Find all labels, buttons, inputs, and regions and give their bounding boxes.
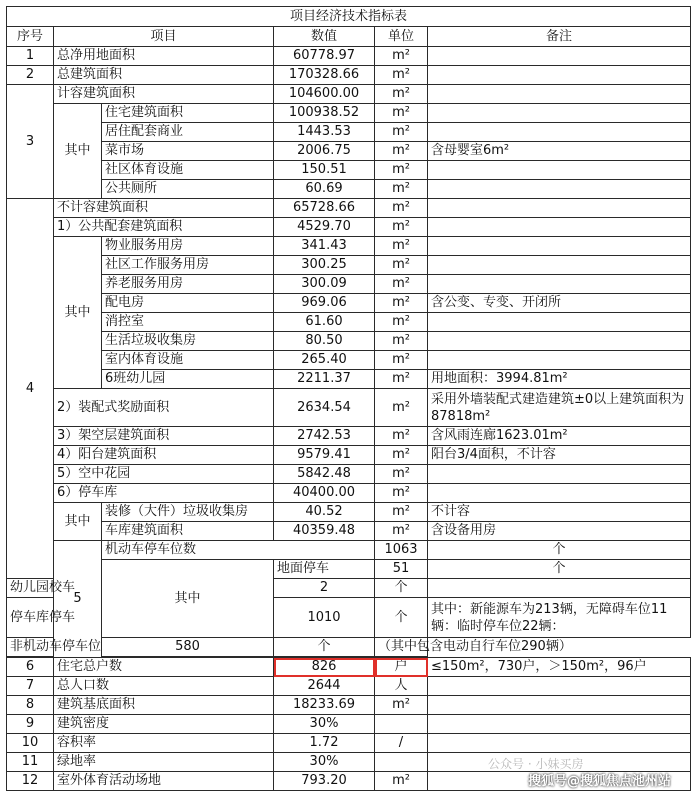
row-unit bbox=[375, 753, 428, 772]
table-row bbox=[7, 370, 691, 389]
row-note bbox=[428, 677, 691, 696]
sub-value: 265.40 bbox=[274, 351, 375, 370]
sub-value: 300.25 bbox=[274, 256, 375, 275]
highlighted-unit: 户 bbox=[375, 658, 428, 677]
sub-value: 300.09 bbox=[274, 275, 375, 294]
table-row bbox=[7, 275, 691, 294]
sub-note bbox=[428, 161, 691, 180]
table-row bbox=[7, 123, 691, 142]
sub-note: 其中：新能源车为213辆，无障碍车位11辆：临时停车位22辆： bbox=[428, 598, 691, 638]
row-item: 非机动车停车位 bbox=[7, 638, 102, 657]
row-unit: 个 bbox=[274, 638, 375, 657]
watermark-source: 搜狐号@搜狐焦点池州站 bbox=[528, 774, 672, 789]
row-unit: m² bbox=[375, 66, 428, 85]
sub-value: 1443.53 bbox=[274, 123, 375, 142]
row-item: 室外体育活动场地 bbox=[54, 772, 274, 791]
group-unit: m² bbox=[375, 484, 428, 503]
group-item: 4）阳台建筑面积 bbox=[54, 446, 274, 465]
sub-note bbox=[428, 313, 691, 332]
sub-note bbox=[428, 104, 691, 123]
group-unit: m² bbox=[375, 218, 428, 237]
sub-value: 40359.48 bbox=[274, 522, 375, 541]
sub-item: 停车库停车 bbox=[7, 598, 54, 638]
row-item: 绿地率 bbox=[54, 753, 274, 772]
table-row bbox=[7, 734, 691, 753]
row-unit: m² bbox=[375, 47, 428, 66]
sub-note: 含设备用房 bbox=[428, 522, 691, 541]
row-value: 793.20 bbox=[274, 772, 375, 791]
table-row bbox=[7, 104, 691, 123]
sub-item: 菜市场 bbox=[102, 142, 274, 161]
header-unit: 单位 bbox=[375, 27, 428, 47]
row-unit: m² bbox=[375, 199, 428, 218]
table-row bbox=[7, 142, 691, 161]
row-unit: 个 bbox=[428, 541, 691, 560]
table-row bbox=[7, 715, 691, 734]
group-note bbox=[428, 465, 691, 484]
row-item: 建筑密度 bbox=[54, 715, 274, 734]
sub-unit: m² bbox=[375, 142, 428, 161]
table-row bbox=[7, 503, 691, 522]
table-row bbox=[7, 66, 691, 85]
sub-item: 公共厕所 bbox=[102, 180, 274, 199]
row-note: ≤150m²，730户，＞150m²，96户 bbox=[428, 658, 691, 677]
sub-value: 80.50 bbox=[274, 332, 375, 351]
row-note bbox=[428, 199, 691, 218]
sub-unit: m² bbox=[375, 237, 428, 256]
table-row bbox=[7, 484, 691, 503]
sub-unit: m² bbox=[375, 370, 428, 389]
group-note: 含风雨连廊1623.01m² bbox=[428, 427, 691, 446]
row-value: 60778.97 bbox=[274, 47, 375, 66]
indicator-table-sheet bbox=[6, 6, 690, 791]
group-item: 1）公共配套建筑面积 bbox=[54, 218, 274, 237]
sub-value: 150.51 bbox=[274, 161, 375, 180]
sub-item: 物业服务用房 bbox=[102, 237, 274, 256]
group-item: 3）架空层建筑面积 bbox=[54, 427, 274, 446]
sub-note bbox=[428, 351, 691, 370]
sub-value: 61.60 bbox=[274, 313, 375, 332]
row-item: 总净用地面积 bbox=[54, 47, 274, 66]
group-item: 5）空中花园 bbox=[54, 465, 274, 484]
sub-item: 养老服务用房 bbox=[102, 275, 274, 294]
sub-note: 不计容 bbox=[428, 503, 691, 522]
sub-unit: m² bbox=[375, 180, 428, 199]
table-row bbox=[7, 753, 691, 772]
table-row bbox=[7, 332, 691, 351]
sub-item: 6班幼儿园 bbox=[102, 370, 274, 389]
row-item: 住宅总户数 bbox=[54, 658, 274, 677]
sub-item: 车库建筑面积 bbox=[102, 522, 274, 541]
table-row bbox=[7, 389, 691, 427]
row-value: 1063 bbox=[375, 541, 428, 560]
row-value: 2644 bbox=[274, 677, 375, 696]
row-note bbox=[428, 715, 691, 734]
header-note: 备注 bbox=[428, 27, 691, 47]
highlighted-value: 826 bbox=[274, 658, 375, 677]
indicator-table bbox=[6, 6, 691, 791]
row-unit: m² bbox=[375, 85, 428, 104]
sub-value: 1010 bbox=[274, 598, 375, 638]
sub-unit: m² bbox=[375, 503, 428, 522]
table-row bbox=[7, 180, 691, 199]
sub-group-label: 其中 bbox=[102, 560, 274, 638]
table-row bbox=[7, 541, 691, 560]
row-seq: 7 bbox=[7, 677, 54, 696]
group-note: 采用外墙装配式建造建筑±0以上建筑面积为87818m² bbox=[428, 389, 691, 427]
row-item: 不计容建筑面积 bbox=[54, 199, 274, 218]
table-row bbox=[7, 351, 691, 370]
sub-item: 社区体育设施 bbox=[102, 161, 274, 180]
group-note bbox=[428, 218, 691, 237]
row-seq: 9 bbox=[7, 715, 54, 734]
sub-unit: m² bbox=[375, 332, 428, 351]
row-seq: 11 bbox=[7, 753, 54, 772]
sub-item: 室内体育设施 bbox=[102, 351, 274, 370]
row-note bbox=[428, 66, 691, 85]
watermark-text: 公众号 · 小妹买房 bbox=[488, 757, 584, 771]
sub-value: 60.69 bbox=[274, 180, 375, 199]
row-unit: m² bbox=[375, 696, 428, 715]
sub-note bbox=[428, 123, 691, 142]
row-note bbox=[428, 85, 691, 104]
sub-note bbox=[428, 579, 691, 598]
row-item: 总人口数 bbox=[54, 677, 274, 696]
row-value: 30% bbox=[274, 715, 375, 734]
row-unit bbox=[375, 715, 428, 734]
table-row bbox=[7, 522, 691, 541]
row-item: 建筑基底面积 bbox=[54, 696, 274, 715]
group-value: 9579.41 bbox=[274, 446, 375, 465]
group-unit: m² bbox=[375, 465, 428, 484]
sub-item: 配电房 bbox=[102, 294, 274, 313]
sub-note: 含母婴室6m² bbox=[428, 142, 691, 161]
header-value: 数值 bbox=[274, 27, 375, 47]
group-note: 阳台3/4面积，不计容 bbox=[428, 446, 691, 465]
sub-item: 地面停车 bbox=[274, 560, 375, 579]
sub-item: 社区工作服务用房 bbox=[102, 256, 274, 275]
row-seq: 12 bbox=[7, 772, 54, 791]
sub-item: 幼儿园校车 bbox=[7, 579, 54, 598]
row-note: （其中包含电动自行车位290辆） bbox=[375, 638, 428, 657]
sub-value: 2211.37 bbox=[274, 370, 375, 389]
row-value: 580 bbox=[102, 638, 274, 657]
sub-unit: m² bbox=[375, 351, 428, 370]
row-unit: 人 bbox=[375, 677, 428, 696]
row-unit: / bbox=[375, 734, 428, 753]
sub-note bbox=[428, 237, 691, 256]
sub-value: 100938.52 bbox=[274, 104, 375, 123]
row-value: 104600.00 bbox=[274, 85, 375, 104]
table-row bbox=[7, 294, 691, 313]
row-value: 30% bbox=[274, 753, 375, 772]
sub-value: 2 bbox=[274, 579, 375, 598]
sub-unit: m² bbox=[375, 313, 428, 332]
row-seq: 5 bbox=[54, 541, 102, 658]
row-value: 18233.69 bbox=[274, 696, 375, 715]
row-seq: 10 bbox=[7, 734, 54, 753]
table-row bbox=[7, 696, 691, 715]
group-value: 40400.00 bbox=[274, 484, 375, 503]
table-row bbox=[7, 446, 691, 465]
sub-group-label: 其中 bbox=[54, 237, 102, 389]
sub-unit: 个 bbox=[375, 598, 428, 638]
row-seq: 4 bbox=[7, 199, 54, 579]
sub-item: 装修（大件）垃圾收集房 bbox=[102, 503, 274, 522]
sub-value: 40.52 bbox=[274, 503, 375, 522]
group-item: 6）停车库 bbox=[54, 484, 274, 503]
table-row bbox=[7, 677, 691, 696]
group-unit: m² bbox=[375, 446, 428, 465]
row-seq: 8 bbox=[7, 696, 54, 715]
table-row bbox=[7, 638, 691, 657]
row-note bbox=[428, 734, 691, 753]
sub-item: 消控室 bbox=[102, 313, 274, 332]
sub-item: 住宅建筑面积 bbox=[102, 104, 274, 123]
table-row bbox=[7, 427, 691, 446]
group-value: 2742.53 bbox=[274, 427, 375, 446]
row-note bbox=[428, 696, 691, 715]
group-note bbox=[428, 484, 691, 503]
sub-unit: m² bbox=[375, 161, 428, 180]
row-value: 1.72 bbox=[274, 734, 375, 753]
sub-note bbox=[428, 180, 691, 199]
header-item: 项目 bbox=[54, 27, 274, 47]
sub-note bbox=[428, 256, 691, 275]
sub-unit: m² bbox=[375, 522, 428, 541]
table-row bbox=[7, 237, 691, 256]
table-row bbox=[7, 658, 691, 677]
row-value: 65728.66 bbox=[274, 199, 375, 218]
row-seq: 2 bbox=[7, 66, 54, 85]
header-seq: 序号 bbox=[7, 27, 54, 47]
sub-unit: m² bbox=[375, 256, 428, 275]
table-row bbox=[7, 218, 691, 237]
sub-item: 居住配套商业 bbox=[102, 123, 274, 142]
table-row bbox=[7, 560, 691, 579]
table-row bbox=[7, 313, 691, 332]
row-item: 总建筑面积 bbox=[54, 66, 274, 85]
sub-note bbox=[428, 332, 691, 351]
sub-unit: 个 bbox=[375, 579, 428, 598]
sub-group-label: 其中 bbox=[54, 104, 102, 199]
row-seq: 3 bbox=[7, 85, 54, 199]
sub-unit: m² bbox=[375, 275, 428, 294]
row-seq: 1 bbox=[7, 47, 54, 66]
table-row bbox=[7, 47, 691, 66]
table-row bbox=[7, 199, 691, 218]
sub-value: 969.06 bbox=[274, 294, 375, 313]
group-value: 5842.48 bbox=[274, 465, 375, 484]
table-row bbox=[7, 161, 691, 180]
row-value: 170328.66 bbox=[274, 66, 375, 85]
row-item: 机动车停车位数 bbox=[102, 541, 375, 560]
table-title: 项目经济技术指标表 bbox=[7, 7, 691, 27]
sub-unit: m² bbox=[375, 123, 428, 142]
sub-unit: m² bbox=[375, 104, 428, 123]
sub-note: 用地面积：3994.81m² bbox=[428, 370, 691, 389]
sub-note bbox=[428, 275, 691, 294]
table-row bbox=[7, 85, 691, 104]
sub-unit: m² bbox=[375, 294, 428, 313]
row-note bbox=[428, 47, 691, 66]
group-value: 2634.54 bbox=[274, 389, 375, 427]
group-unit: m² bbox=[375, 427, 428, 446]
sub-group-label: 其中 bbox=[54, 503, 102, 541]
row-unit: m² bbox=[375, 772, 428, 791]
header-row bbox=[7, 27, 691, 47]
group-value: 4529.70 bbox=[274, 218, 375, 237]
group-unit: m² bbox=[375, 389, 428, 427]
sub-unit: 个 bbox=[428, 560, 691, 579]
table-row bbox=[7, 256, 691, 275]
table-row bbox=[7, 465, 691, 484]
group-item: 2）装配式奖励面积 bbox=[54, 389, 274, 427]
sub-value: 51 bbox=[375, 560, 428, 579]
sub-note: 含公变、专变、开闭所 bbox=[428, 294, 691, 313]
sub-value: 341.43 bbox=[274, 237, 375, 256]
row-item: 计容建筑面积 bbox=[54, 85, 274, 104]
sub-item: 生活垃圾收集房 bbox=[102, 332, 274, 351]
row-item: 容积率 bbox=[54, 734, 274, 753]
sub-value: 2006.75 bbox=[274, 142, 375, 161]
row-seq: 6 bbox=[7, 658, 54, 677]
